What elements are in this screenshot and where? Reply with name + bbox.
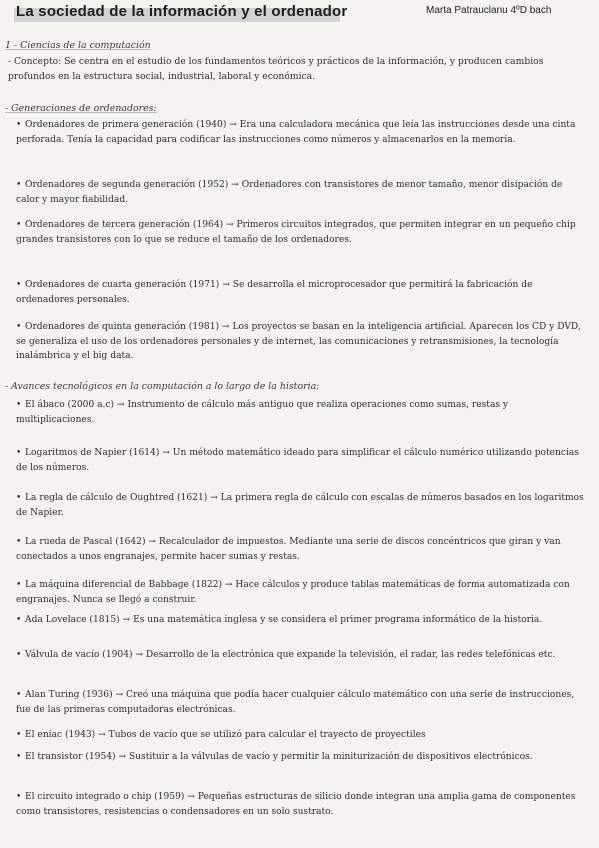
list-item-text: La regla de cálculo de Oughtred (1621) → La primera regla de cálculo con escalas de números basados en los logaritmos de Napier. bbox=[16, 493, 584, 518]
bullet-dot: • bbox=[16, 322, 22, 332]
bullet-dot: • bbox=[16, 180, 22, 190]
bullet-dot: • bbox=[16, 448, 22, 458]
list-item bbox=[16, 688, 588, 717]
list-item-text: Logaritmos de Napier (1614) → Un método matemático ideado para simplificar el cálculo numérico utilizando potencias de los números. bbox=[16, 448, 579, 473]
section-title-computacion: 1 - Ciencias de la computación bbox=[5, 40, 151, 51]
list-item-text: Ordenadores de cuarta generación (1971) → Se desarrolla el microprocesador que permitirá la fabricación de ordenadores personales. bbox=[16, 280, 533, 305]
bullet-dot: • bbox=[16, 730, 22, 740]
list-item bbox=[16, 535, 588, 564]
list-item bbox=[16, 320, 588, 364]
list-item-text: Ordenadores de segunda generación (1952) → Ordenadores con transistores de menor tamaño, menor disipación de calor y mayor fiabilidad. bbox=[16, 180, 563, 205]
list-item-text: El circuito integrado o chip (1959) → Pequeñas estructuras de silicio donde integran una amplia gama de componentes como transistores, resistencias o condensadores en un solo sustrato. bbox=[16, 792, 576, 817]
list-item-text: El ábaco (2000 a.c) → Instrumento de cálculo más antiguo que realiza operaciones como sumas, restas y multiplicaciones. bbox=[16, 400, 509, 425]
concept-paragraph: - Concepto: Se centra en el estudio de los fundamentos teóricos y prácticos de la información, y producen cambios profundos en la estructura social, industrial, laboral y económica. bbox=[8, 56, 544, 82]
bullet-dot: • bbox=[16, 690, 22, 700]
list-item bbox=[16, 578, 588, 607]
list-item-text: Alan Turing (1936) → Creó una máquina que podía hacer cualquier cálculo matemático con una serie de instrucciones, fue de las primeras computadoras electrónicas. bbox=[16, 690, 575, 715]
list-item bbox=[16, 118, 588, 147]
bullet-dot: • bbox=[16, 615, 22, 625]
list-item bbox=[16, 178, 588, 207]
list-item bbox=[16, 491, 588, 520]
list-item-text: La máquina diferencial de Babbage (1822) → Hace cálculos y produce tablas matemáticas de forma automatizada con engranajes. Nunca se llegó a construir. bbox=[16, 580, 570, 605]
list-item bbox=[16, 218, 588, 247]
list-item-text: Válvula de vacío (1904) → Desarrollo de la electrónica que expande la televisión, el radar, las redes telefónicas etc. bbox=[25, 650, 556, 660]
author-name: Marta Patrauclanu 4ºD bach bbox=[426, 5, 552, 16]
bullet-dot: • bbox=[16, 120, 22, 130]
list-item-text: El eniac (1943) → Tubos de vacío que se utilizó para calcular el trayecto de proyectiles bbox=[25, 730, 426, 740]
list-item bbox=[16, 750, 588, 765]
list-item-text: El transistor (1954) → Sustituir a la válvulas de vacío y permitir la miniturización de dispositivos electrónicos. bbox=[25, 752, 533, 762]
list-item bbox=[16, 790, 588, 819]
list-item bbox=[16, 278, 588, 307]
bullet-dot: • bbox=[16, 752, 22, 762]
list-item bbox=[16, 398, 588, 427]
bullet-dot: • bbox=[16, 400, 22, 410]
bullet-dot: • bbox=[16, 650, 22, 660]
list-item bbox=[16, 728, 588, 743]
section-title-avances: - Avances tecnológicos en la computación a lo largo de la historia: bbox=[5, 381, 320, 392]
bullet-dot: • bbox=[16, 792, 22, 802]
list-item bbox=[16, 613, 588, 628]
list-item-text: La rueda de Pascal (1642) → Recalculador de impuestos. Mediante una serie de discos concéntricos que giran y van conectados a unos engranajes, permite hacer sumas y restas. bbox=[16, 537, 561, 562]
bullet-dot: • bbox=[16, 280, 22, 290]
bullet-dot: • bbox=[16, 220, 22, 230]
list-item bbox=[16, 446, 588, 475]
list-item-text: Ada Lovelace (1815) → Es una matemática inglesa y se considera el primer programa informático de la historia. bbox=[25, 615, 543, 625]
list-item bbox=[16, 648, 588, 663]
page-title: La sociedad de la información y el ordenador bbox=[16, 3, 348, 20]
bullet-dot: • bbox=[16, 580, 22, 590]
list-item-text: Ordenadores de tercera generación (1964) → Primeros circuitos integrados, que permiten integrar en un pequeño chip grandes transistores con lo que se reduce el tamaño de los ordenadores. bbox=[16, 220, 576, 245]
list-item-text: Ordenadores de quinta generación (1981) → Los proyectos se basan en la inteligencia artificial. Aparecen los CD y DVD, se generaliza el uso de los ordenadores personales y de internet, las comunicaciones y retransmisiones, la tecnología inalámbrica y el big data. bbox=[16, 322, 581, 361]
list-item-text: Ordenadores de primera generación (1940) → Era una calculadora mecánica que leía las instrucciones desde una cinta perforada. Tenía la capacidad para codificar las instrucciones como números y almacenarlos en la memoria. bbox=[16, 120, 576, 145]
bullet-dot: • bbox=[16, 493, 22, 503]
section-title-generaciones: - Generaciones de ordenadores: bbox=[5, 103, 157, 114]
bullet-dot: • bbox=[16, 537, 22, 547]
